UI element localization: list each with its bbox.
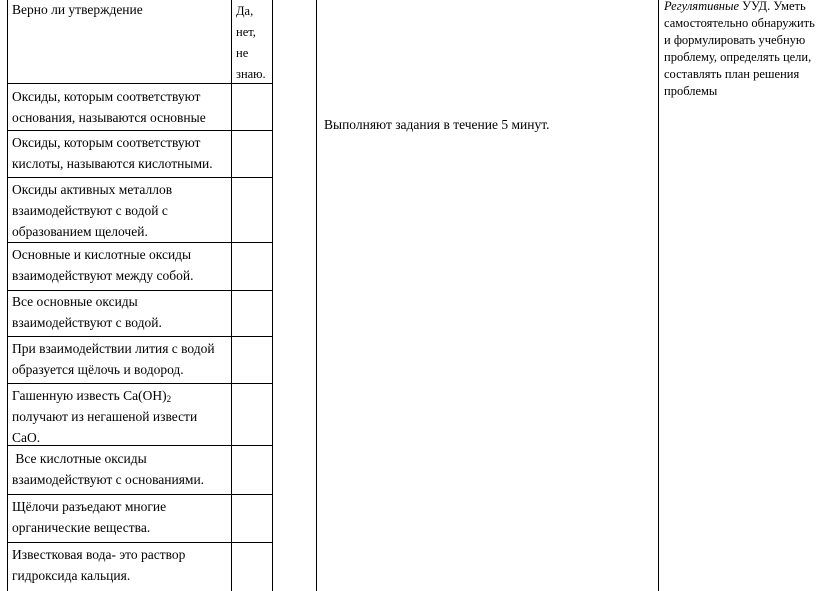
table-border-left [7, 0, 8, 591]
column-divider-activity [316, 0, 317, 591]
row-divider [7, 383, 272, 384]
column-divider-answer-right [272, 0, 273, 591]
statement-row-9: Щёлочи разъедают многие органические вещества. [12, 499, 167, 535]
column-divider-answer [231, 0, 232, 591]
statement-row-6: При взаимодействии лития с водой образуется щёлочь и водород. [12, 341, 215, 377]
activity-text: Выполняют задания в течение 5 минут. [324, 117, 550, 132]
uud-text: Регулятивные УУД. Уметь самостоятельно обнаружить и формулировать учебную проблему, определять цели, составлять план решения проблемы [664, 0, 815, 98]
subscript-2: 2 [166, 394, 172, 404]
column-divider-uud [658, 0, 659, 591]
row-divider [7, 242, 272, 243]
header-statement: Верно ли утверждение [12, 2, 143, 17]
statement-row-10: Известковая вода- это раствор гидроксида кальция. [12, 547, 186, 583]
statement-row-7: Гашенную известь $Са(ОН)_2$ получают из негашеной извести СаО. [12, 388, 198, 445]
statement-row-4: Основные и кислотные оксиды взаимодействуют между собой. [12, 247, 194, 283]
row-divider [7, 336, 272, 337]
row-divider [7, 542, 272, 543]
row-divider [7, 177, 272, 178]
row-divider [7, 494, 272, 495]
statement-row-8: Все кислотные оксиды взаимодействуют с основаниями. [12, 451, 205, 487]
row-divider [7, 83, 272, 84]
row-divider [7, 130, 272, 131]
statement-row-2: Оксиды, которым соответствуют кислоты, называются кислотными. [12, 135, 213, 171]
statement-row-1: Оксиды, которым соответствуют основания, называются основные [12, 89, 206, 125]
statement-row-3: Оксиды активных металлов взаимодействуют с водой с образованием щелочей. [12, 182, 173, 239]
statement-row-5: Все основные оксиды взаимодействуют с водой. [12, 294, 162, 330]
header-answer: Да, нет, не знаю. [236, 4, 266, 81]
